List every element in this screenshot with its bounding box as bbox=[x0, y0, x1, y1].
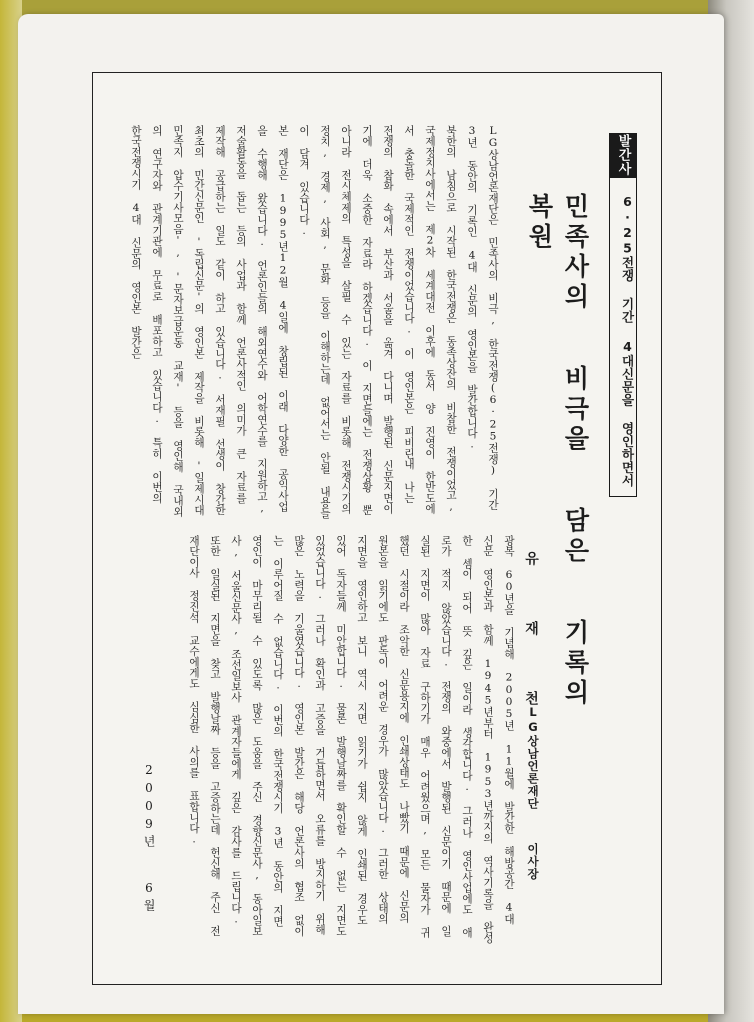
paragraph: 북한의 남침으로 시작된 한국전쟁은 동족상잔의 비참한 전쟁이었고, 국제정치사에서는 제2차 세계대전 이후에 동서 양 진영이 한반도에서 충돌한 국제적인 전쟁이었습니다. 이 영인본은 피비린내 나는 전쟁의 참화 속에서 부산과 서울을 옮겨 다니며 발행된 신문지면이기에 더욱 소중한 자료라 하겠습니다. 이 지면들에는 전쟁상황 뿐 아니라 전시체제의 특성을 살필 수 있는 자료를 비롯해 전쟁시기의 정치, 경제, 사회, 문화 등을 이해하는데 없어서는 안될 내용들이 담겨 있습니다. bbox=[298, 125, 457, 519]
page-title: 민족사의 비극을 담은 기록의 복원 bbox=[525, 193, 590, 709]
paragraph: 광복 60년을 기념해 2005년 11월에 발간한 해방공간 4대 신문 영인본과 함께 1945년부터 1953년까지의 역사기록을 완성한 셈이 되어 뜻 깊은 일이라 생각합니다. 그러나 영인사업에도 애로가 적지 않았습니다. 전쟁의 와중에서 발행된 신문이기 때문에 일실된 지면이 많아 자료 구하기가 매우 어려웠으며, 모든 물자가 귀했던 시절이라 조악한 신문용지에 인쇄상태도 나빴기 때문에 신문의 원본을 읽기에도 판독이 어려운 경우가 많았습니다. 그러한 상태의 지면을 영인하고 보니 역시 지면 읽기가 쉽지 않게 인쇄된 경우도 있어 독자들께 미안합니다. 물론 발행날짜를 확인할 수 없는 지면도 있었습니다. 그러나 확인과 고증을 거듭하면서 오류를 방지하기 위해 많은 노력을 기울였습니다. 영인본 발간은 해당 언론사의 협조 없이는 이루어질 수 없습니다. 이번의 한국전쟁시기 3년 동안의 지면 영인이 마무리될 수 있도록 많은 도움을 주신 경향신문사, 동아일보사, 서울신문사, 조선일보사 관계자들에게 깊은 감사를 드립니다. 또한 일실된 지면을 찾고 발행날짜 등을 고증하는데 헌신해 주신 전 재단이사 정진석 교수에게도 심심한 사의를 표합니다. bbox=[188, 535, 515, 944]
author-name: 유 재 천 bbox=[523, 551, 539, 725]
section-label: 발간사 bbox=[609, 133, 637, 177]
book-page bbox=[18, 14, 724, 1014]
body-text-upper bbox=[130, 125, 503, 520]
subtitle: 6·25전쟁 기간 4대신문을 영인하면서 bbox=[609, 177, 637, 497]
body-text-lower bbox=[188, 535, 519, 945]
author-affiliation: LG상남언론재단 이사장 bbox=[526, 705, 540, 881]
paragraph: 본 재단은 1995년12월 4일에 창립된 이래 다양한 공익사업을 수행해 왔습니다. 언론인들의 해외연수와 어학연수를 지원하고, 저술활동을 돕는 등의 사업과 함께 언론사적인 의미가 큰 자료를 제작해 공급하는 일도 같이 하고 있습니다. 서재필 선생이 창간한 최초의 민간신문인 '독립신문'의 영인본 제작을 비롯해 '일제시대 민족지 압수기사모음', '문자보급운동 교재' 등을 영인해 국내외의 연구자와 관계기관에 무료로 배포하고 있습니다. 특히 이번의 한국전쟁시기 4대 신문의 영인본 발간은 bbox=[130, 125, 289, 517]
page-frame bbox=[92, 72, 662, 985]
publication-date: 2009년 6월 bbox=[142, 763, 156, 915]
paragraph: LG상남언론재단은 민족사의 비극, 한국전쟁(6·25전쟁) 기간 3년 동안의 기록인 4대 신문의 영인본을 발간합니다. bbox=[466, 125, 499, 511]
